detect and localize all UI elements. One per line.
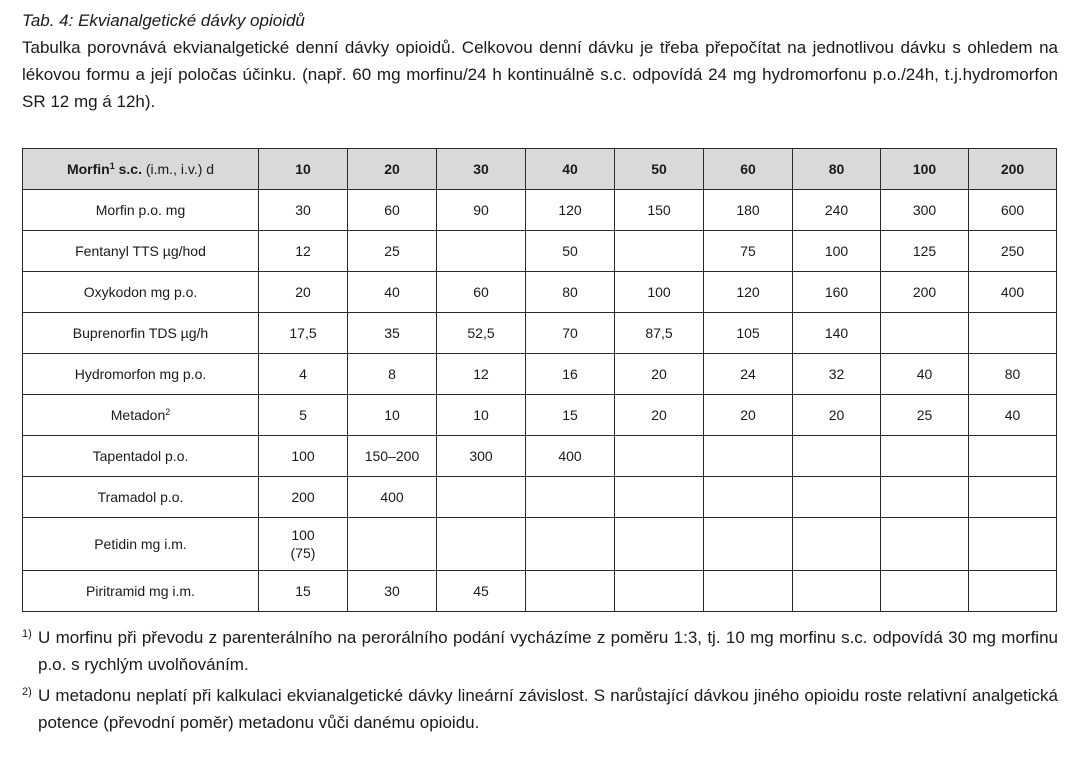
table-row [23,354,1057,395]
header-column: 200 [969,149,1057,190]
dose-cell: 250 [969,231,1057,272]
intro-paragraph: Tabulka porovnává ekvianalgetické denní dávky opioidů. Celkovou denní dávku je třeba přepočítat na jednotlivou dávku s ohledem na lékovou formu a její poločas účinku. (např. 60 mg morfinu/24 h kontinuálně s.c. odpovídá 24 mg hydromorfonu p.o./24h, t.j.hydromorfon SR 12 mg á 12h). [22,38,1058,111]
dose-cell [615,477,704,518]
table-row [23,436,1057,477]
header-column: 80 [793,149,881,190]
footnote [22,682,1058,736]
dose-cell: 300 [437,436,526,477]
header-label-bold-tail: s.c. [114,161,142,177]
dose-cell: 20 [615,395,704,436]
dose-cell: 80 [526,272,615,313]
dose-cell [526,477,615,518]
dose-cell: 40 [969,395,1057,436]
dose-cell [881,436,969,477]
row-label: Tapentadol p.o. [92,448,189,464]
table-row [23,477,1057,518]
dose-cell [615,571,704,612]
dose-cell: 140 [793,313,881,354]
table-row [23,518,1057,571]
footnote-text: U morfinu při převodu z parenterálního na perorálního podání vycházíme z poměru 1:3, tj. 10 mg morfinu s.c. odpovídá 30 mg morfinu p.o. s rychlým uvolňováním. [38,628,1058,674]
row-label-cell [23,313,259,354]
dose-cell [793,436,881,477]
dose-cell: 15 [526,395,615,436]
dose-cell [881,313,969,354]
row-label: Tramadol p.o. [97,489,184,505]
header-label-rest: (i.m., i.v.) d [141,161,215,177]
dose-cell [969,436,1057,477]
row-label-cell [23,436,259,477]
dose-cell: 50 [526,231,615,272]
row-label-cell [23,354,259,395]
header-label-sup: 1 [109,161,115,171]
dose-cell: 52,5 [437,313,526,354]
footnote-text: U metadonu neplatí při kalkulaci ekvianalgetické dávky lineární závislost. S narůstající dávkou jiného opioidu roste relativní analgetická potence (převodní poměr) metadonu vůči danému opioidu. [38,686,1058,732]
footnote-mark: 1) [22,628,32,640]
dose-cell: 150–200 [348,436,437,477]
table-row [23,571,1057,612]
row-label: Petidin mg i.m. [94,536,187,552]
dose-cell: 87,5 [615,313,704,354]
row-label-cell [23,477,259,518]
dose-cell [437,518,526,571]
dose-cell: 600 [969,190,1057,231]
dose-cell [615,231,704,272]
dose-cell: 15 [259,571,348,612]
dose-cell: 20 [615,354,704,395]
dose-cell: 100 [615,272,704,313]
dose-cell: 10 [437,395,526,436]
dose-cell: 10 [348,395,437,436]
dose-cell [704,571,793,612]
dose-cell: 24 [704,354,793,395]
dose-cell [704,518,793,571]
dose-cell [969,313,1057,354]
dose-cell: 35 [348,313,437,354]
dose-cell: 180 [704,190,793,231]
dose-cell [526,571,615,612]
dose-cell: 200 [259,477,348,518]
dose-cell: 200 [881,272,969,313]
dose-cell [615,518,704,571]
dose-cell: 400 [969,272,1057,313]
row-label-cell [23,231,259,272]
dose-cell [437,231,526,272]
dose-cell: 400 [348,477,437,518]
dose-cell: 45 [437,571,526,612]
dose-cell: 40 [348,272,437,313]
table-row [23,272,1057,313]
dose-cell [437,477,526,518]
row-label: Metadon [110,407,166,423]
equianalgesic-table [22,148,1057,612]
dose-cell: 17,5 [259,313,348,354]
header-column: 60 [704,149,793,190]
dose-cell: 32 [793,354,881,395]
header-column: 100 [881,149,969,190]
dose-cell [969,518,1057,571]
dose-cell: 12 [437,354,526,395]
dose-cell: 25 [348,231,437,272]
dose-cell [969,571,1057,612]
dose-cell [881,571,969,612]
footnote [22,624,1058,678]
dose-cell [793,518,881,571]
dose-cell: 100 (75) [259,518,348,571]
row-label: Fentanyl TTS µg/hod [75,243,206,259]
header-column: 10 [259,149,348,190]
table-row [23,395,1057,436]
footnotes [22,624,1058,736]
row-label-cell [23,395,259,436]
table-row [23,190,1057,231]
row-label-cell [23,518,259,571]
row-label-cell [23,190,259,231]
dose-cell: 4 [259,354,348,395]
dose-cell [704,477,793,518]
dose-cell: 80 [969,354,1057,395]
dose-cell [704,436,793,477]
row-label-sup: 2 [165,407,171,417]
table-row [23,313,1057,354]
document-page [22,10,1058,740]
dose-cell: 70 [526,313,615,354]
dose-cell: 30 [348,571,437,612]
dose-cell: 30 [259,190,348,231]
dose-cell [793,571,881,612]
dose-cell: 400 [526,436,615,477]
table-body [23,190,1057,612]
header-column: 20 [348,149,437,190]
dose-cell [615,436,704,477]
dose-cell: 90 [437,190,526,231]
table-row [23,231,1057,272]
dose-cell: 300 [881,190,969,231]
header-column: 50 [615,149,704,190]
footnote-mark: 2) [22,686,32,698]
dose-cell: 16 [526,354,615,395]
dose-cell [348,518,437,571]
dose-cell: 60 [348,190,437,231]
dose-cell: 75 [704,231,793,272]
dose-cell: 5 [259,395,348,436]
row-label-cell [23,272,259,313]
dose-cell [969,477,1057,518]
dose-cell: 12 [259,231,348,272]
row-label-cell [23,571,259,612]
dose-cell: 20 [704,395,793,436]
dose-cell: 20 [793,395,881,436]
dose-cell: 8 [348,354,437,395]
row-label: Piritramid mg i.m. [86,583,195,599]
header-column: 40 [526,149,615,190]
dose-cell: 105 [704,313,793,354]
dose-cell: 25 [881,395,969,436]
header-column: 30 [437,149,526,190]
dose-cell: 60 [437,272,526,313]
table-caption: Tab. 4: Ekvianalgetické dávky opioidů [22,11,305,30]
row-label: Hydromorfon mg p.o. [74,366,207,382]
header-label-bold: Morfin [66,161,110,177]
row-label: Oxykodon mg p.o. [83,284,198,300]
dose-cell: 150 [615,190,704,231]
dose-cell: 100 [259,436,348,477]
dose-cell [793,477,881,518]
dose-cell: 20 [259,272,348,313]
dose-cell [881,477,969,518]
dose-cell: 240 [793,190,881,231]
dose-cell: 120 [704,272,793,313]
dose-cell: 100 [793,231,881,272]
dose-cell [881,518,969,571]
dose-cell: 125 [881,231,969,272]
dose-cell: 160 [793,272,881,313]
header-label-cell [23,149,259,190]
row-label: Morfin p.o. mg [95,202,186,218]
dose-cell [526,518,615,571]
table-header-row [23,149,1057,190]
dose-cell: 120 [526,190,615,231]
row-label: Buprenorfin TDS µg/h [72,325,209,341]
dose-cell: 40 [881,354,969,395]
